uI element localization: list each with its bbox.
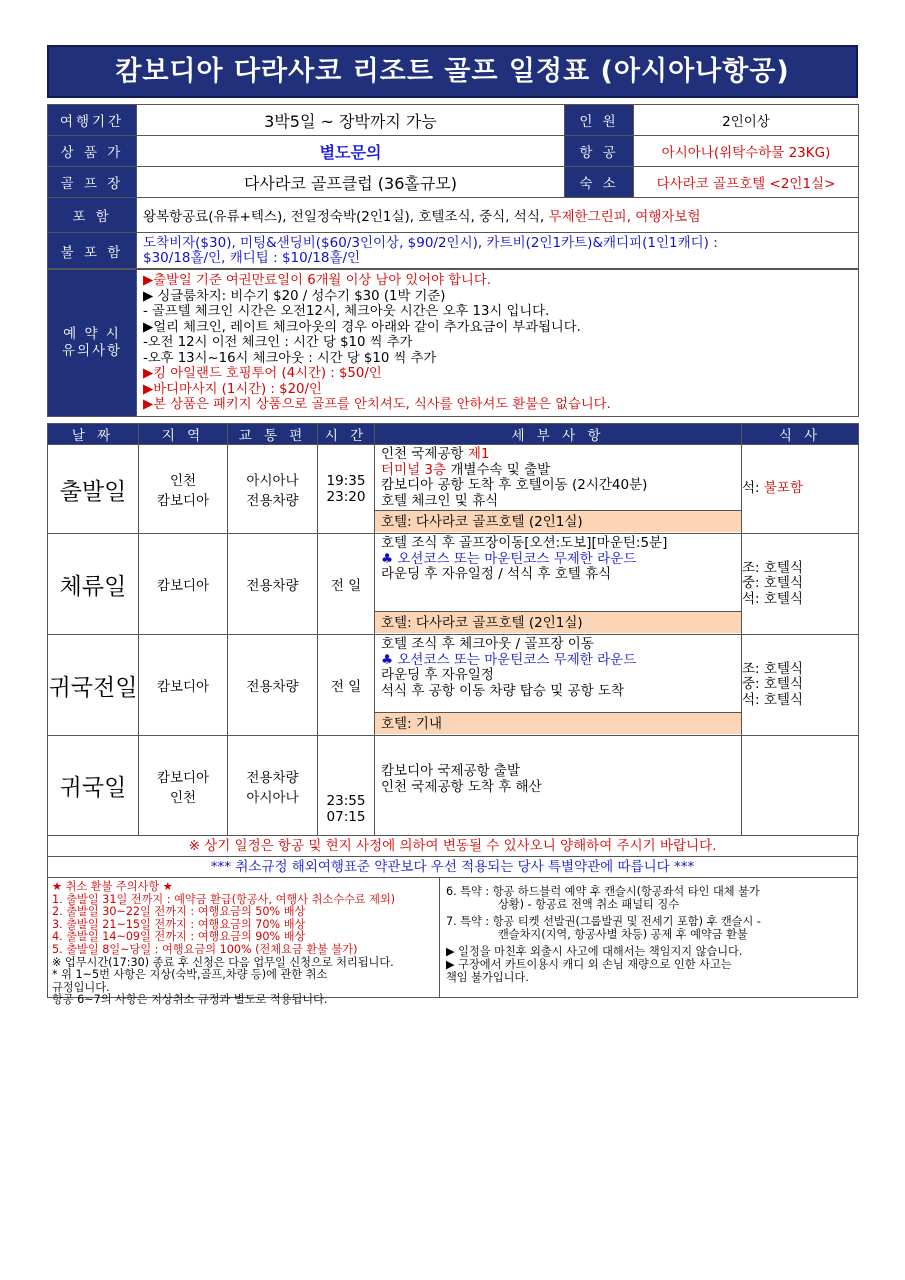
meal-line <box>742 677 858 693</box>
note-line: ▶킹 아일랜드 호핑투어 (4시간) : $50/인 <box>143 366 382 381</box>
detail-line <box>381 552 735 568</box>
special-term: 상황) - 항공료 전액 취소 패널티 징수 <box>498 897 680 911</box>
detail-text: 캄보디아 공항 도착 후 호텔이동 (2시간40분) <box>381 477 648 493</box>
meal-text: 조: 호텔식 <box>742 559 804 576</box>
day-label: 귀국전일 <box>48 635 139 736</box>
meal-text: 불포함 <box>763 480 804 497</box>
included-highlight: 무제한그린피, 여행자보험 <box>548 209 701 225</box>
notes-label-line-2: 유의사항 <box>61 343 123 359</box>
transport-cell <box>228 534 318 635</box>
notes-label-line-1: 예 약 시 <box>63 326 121 342</box>
notes-body <box>137 270 859 417</box>
price-label: 상 품 가 <box>48 136 137 167</box>
people-value: 2인이상 <box>634 105 859 136</box>
note-line: ▶본 상품은 패키지 상품으로 골프를 안치셔도, 식사를 안하셔도 환불은 없습니다. <box>143 397 611 412</box>
notes-label <box>48 270 137 417</box>
hotel-value: 다사라코 골프호텔 <2인1실> <box>634 167 859 198</box>
price-value: 별도문의 <box>137 136 565 167</box>
meal-cell <box>742 534 859 635</box>
meal-line <box>742 693 858 709</box>
time-line: 전 일 <box>330 679 362 695</box>
note-line: ▶바디마사지 (1시간) : $20/인 <box>143 381 322 397</box>
detail-text: 인천 국제공항 <box>381 446 468 462</box>
detail-lines <box>375 635 741 712</box>
cancel-rule: 3. 출발일 21~15일 전까지 : 여행요금의 70% 배상 <box>52 917 306 931</box>
transport-line: 전용차량 <box>246 578 299 594</box>
region-line: 캄보디아 <box>156 493 210 509</box>
detail-cell <box>375 445 742 534</box>
hotel-bar: 호텔: 다사라코 골프호텔 (2인1실) <box>375 611 741 633</box>
notes-table <box>47 269 859 417</box>
meal-text: 조: 호텔식 <box>742 660 804 677</box>
detail-line <box>381 536 735 552</box>
detail-lines <box>375 445 741 510</box>
detail-line <box>381 447 735 463</box>
info-table <box>47 104 859 269</box>
cancel-rule: 2. 출발일 30~22일 전까지 : 여행요금의 50% 배상 <box>52 905 306 919</box>
included-value <box>137 198 859 233</box>
schedule-header: 시 간 <box>318 424 375 445</box>
detail-text: 호텔 조식 후 골프장이동[오션:도보][마운틴:5분] <box>381 535 668 551</box>
period-label: 여행기간 <box>48 105 137 136</box>
cancellation-section <box>47 878 858 1007</box>
detail-text: 캄보디아 국제공항 출발 <box>381 763 520 779</box>
transport-cell <box>228 445 318 534</box>
cancel-rule: ★ 취소 환불 주의사항 ★ <box>52 880 173 893</box>
meal-text: 중: 호텔식 <box>742 575 804 592</box>
transport-line: 전용차량 <box>246 679 299 695</box>
detail-text: 개별수속 및 출발 <box>446 461 551 478</box>
people-label: 인 원 <box>565 105 634 136</box>
schedule-header: 날 짜 <box>48 424 139 445</box>
detail-line <box>381 463 735 479</box>
detail-text: 터미널 3층 <box>381 461 447 478</box>
meal-text: 석: 호텔식 <box>742 590 804 607</box>
transport-cell <box>228 736 318 836</box>
meal-line <box>742 561 858 577</box>
note-line: ▶출발일 기준 여권만료일이 6개월 이상 남아 있어야 합니다. <box>143 273 491 288</box>
special-term: 캔슬차지(지역, 항공사별 차등) 공제 후 예약금 환불 <box>498 927 748 941</box>
schedule-row <box>48 635 859 736</box>
meal-line <box>742 592 858 608</box>
detail-cell <box>375 736 742 836</box>
excluded-line-1: 도착비자($30), 미팅&샌딩비($60/3인이상, $90/2인시), 카트비(2인1카트)&캐디피(1인1캐디) : <box>143 234 718 251</box>
region-cell <box>139 445 228 534</box>
transport-line: 전용차량 <box>246 493 299 509</box>
day-label: 출발일 <box>48 445 139 534</box>
special-terms <box>440 878 857 997</box>
cancellation-rules <box>48 878 440 1007</box>
region-cell <box>139 635 228 736</box>
detail-cell <box>375 635 742 736</box>
included-label: 포 함 <box>48 198 137 233</box>
schedule-change-notice: ※ 상기 일정은 항공 및 현지 사정에 의하여 변동될 수 있사오니 양해하여 주시기 바랍니다. <box>47 836 858 857</box>
time-line: 07:15 <box>326 809 366 825</box>
airline-value: 아시아나(위탁수하물 23KG) <box>634 136 859 167</box>
golf-course-value: 다사라코 골프클럽 (36홀규모) <box>137 167 565 198</box>
schedule-table <box>47 423 859 836</box>
note-line: - 골프텔 체크인 시간은 오전12시, 체크아웃 시간은 오후 13시 입니다. <box>143 304 550 319</box>
special-term: 6. 특약 : 항공 하드블럭 예약 후 캔슬시(항공좌석 타인 대체 불가 <box>446 885 760 898</box>
cancel-rule: 규정입니다. <box>52 980 110 994</box>
detail-text: 라운딩 후 자유일정 <box>381 667 494 683</box>
schedule-header: 지 역 <box>139 424 228 445</box>
golf-course-label: 골 프 장 <box>48 167 137 198</box>
detail-line <box>381 668 735 684</box>
time-cell <box>318 445 375 534</box>
schedule-row <box>48 534 859 635</box>
detail-text: 라운딩 후 자유일정 / 석식 후 호텔 휴식 <box>381 566 612 582</box>
cancellation-policy-notice: *** 취소규정 해외여행표준 약관보다 우선 적용되는 당사 특별약관에 따릅니다 *** <box>47 857 858 878</box>
region-line: 인천 <box>169 789 197 806</box>
detail-text: ♣ 오션코스 또는 마운틴코스 무제한 라운드 <box>381 651 637 668</box>
time-cell <box>318 736 375 836</box>
detail-lines <box>375 534 741 611</box>
day-label: 귀국일 <box>48 736 139 836</box>
schedule-header: 교 통 편 <box>228 424 318 445</box>
time-line: 23:20 <box>326 489 366 505</box>
page-title: 캄보디아 다라사코 리조트 골프 일정표 (아시아나항공) <box>47 45 858 98</box>
detail-line <box>381 567 735 583</box>
cancel-rule: 4. 출발일 14~09일 전까지 : 여행요금의 90% 배상 <box>52 930 306 944</box>
cancel-rule: 항공 6~7의 사항은 지상취소 규정과 별도로 적용됩니다. <box>52 993 328 1007</box>
included-text: 왕복항공료(유류+텍스), 전일정숙박(2인1실), 호텔조식, 중식, 석식, <box>143 209 549 225</box>
detail-text: 호텔 조식 후 체크아웃 / 골프장 이동 <box>381 636 594 652</box>
period-value: 3박5일 ~ 장박까지 가능 <box>137 105 565 136</box>
meal-cell <box>742 445 859 534</box>
detail-text: 호텔 체크인 및 휴식 <box>381 492 499 509</box>
meal-line <box>742 662 858 678</box>
meal-cell <box>742 635 859 736</box>
time-line: 23:55 <box>326 793 366 809</box>
cancel-rule: 1. 출발일 31일 전까지 : 예약금 환급(항공사, 여행사 취소수수료 제외) <box>52 892 396 906</box>
schedule-header: 식 사 <box>742 424 859 445</box>
detail-text: 석식 후 공항 이동 차량 탑승 및 공항 도착 <box>381 682 624 699</box>
time-line: 19:35 <box>326 473 366 489</box>
meal-text: 석: 호텔식 <box>742 691 804 708</box>
day-label: 체류일 <box>48 534 139 635</box>
special-term: 책임 불가입니다. <box>446 970 529 984</box>
region-line: 캄보디아 <box>156 578 210 594</box>
detail-line <box>381 637 735 653</box>
detail-lines <box>375 736 741 835</box>
excluded-label: 불 포 함 <box>48 233 137 269</box>
region-line: 캄보디아 <box>156 679 210 695</box>
detail-line <box>381 478 735 494</box>
detail-line <box>381 764 735 780</box>
special-term: ▶ 구장에서 카트이용시 캐디 외 손님 재량으로 인한 사고는 <box>446 957 732 971</box>
note-line: -오전 12시 이전 체크인 : 시간 당 $10 씩 추가 <box>143 335 413 350</box>
transport-line: 아시아나 <box>246 789 299 806</box>
detail-line <box>381 684 735 700</box>
detail-line <box>381 780 735 796</box>
detail-text: 제1 <box>467 446 490 462</box>
time-line: 전 일 <box>330 578 362 594</box>
airline-label: 항 공 <box>565 136 634 167</box>
note-line: -오후 13시~16시 체크아웃 : 시간 당 $10 씩 추가 <box>143 350 437 366</box>
meal-text: 석: <box>742 480 764 497</box>
special-term: 7. 특약 : 항공 티켓 선발권(그룹발권 및 전세기 포함) 후 캔슬시 - <box>446 915 761 929</box>
transport-line: 전용차량 <box>246 769 299 786</box>
hotel-label: 숙 소 <box>565 167 634 198</box>
schedule-row <box>48 445 859 534</box>
cancel-rule: ※ 업무시간(17:30) 종료 후 신청은 다음 업무일 신청으로 처리됩니다. <box>52 955 394 969</box>
special-term: ▶ 일정을 마친후 외출시 사고에 대해서는 책임지지 않습니다. <box>446 945 743 959</box>
excluded-line-2: $30/18홀/인, 캐디팁 : $10/18홀/인 <box>143 249 361 266</box>
itinerary-sheet <box>47 45 858 1007</box>
region-line: 캄보디아 <box>156 769 210 786</box>
meal-line <box>742 481 858 497</box>
schedule-row <box>48 736 859 836</box>
meal-cell <box>742 736 859 836</box>
detail-text: ♣ 오션코스 또는 마운틴코스 무제한 라운드 <box>381 550 637 567</box>
schedule-header: 세 부 사 항 <box>375 424 742 445</box>
region-cell <box>139 736 228 836</box>
detail-line <box>381 653 735 669</box>
meal-text: 중: 호텔식 <box>742 676 804 693</box>
hotel-bar: 호텔: 기내 <box>375 712 741 734</box>
detail-cell <box>375 534 742 635</box>
time-cell <box>318 635 375 736</box>
region-line: 인천 <box>169 473 197 489</box>
excluded-value <box>137 233 859 269</box>
detail-text: 인천 국제공항 도착 후 해산 <box>381 778 542 795</box>
region-cell <box>139 534 228 635</box>
transport-line: 아시아나 <box>246 473 299 489</box>
note-line: ▶얼리 체크인, 레이트 체크아웃의 경우 아래와 같이 추가요금이 부과됩니다. <box>143 319 581 335</box>
cancel-rule: 5. 출발일 8일~당일 : 여행요금의 100% (전체요금 환불 불가) <box>52 942 358 956</box>
hotel-bar: 호텔: 다사라코 골프호텔 (2인1실) <box>375 510 741 532</box>
note-line: ▶ 싱글룸차지: 비수기 $20 / 성수기 $30 (1박 기준) <box>143 288 446 304</box>
transport-cell <box>228 635 318 736</box>
cancel-rule: * 위 1~5번 사항은 지상(숙박,골프,차량 등)에 관한 취소 <box>52 968 328 982</box>
meal-line <box>742 576 858 592</box>
detail-line <box>381 494 735 510</box>
time-cell <box>318 534 375 635</box>
